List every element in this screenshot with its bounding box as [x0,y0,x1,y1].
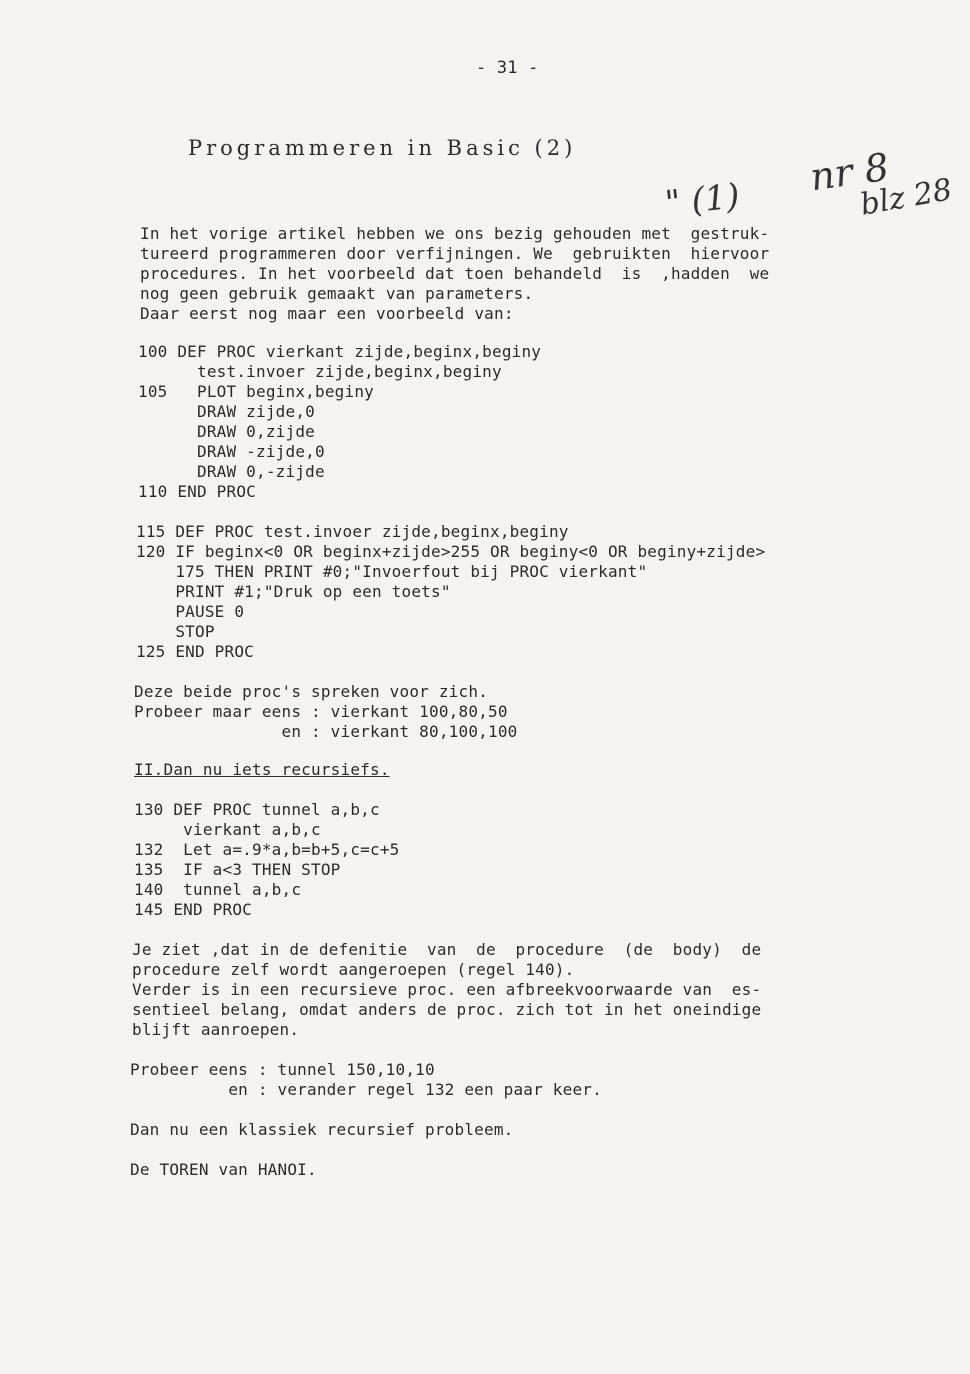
text-line: en : vierkant 80,100,100 [134,722,518,741]
code-line: DRAW -zijde,0 [138,442,325,461]
intro-line: In het vorige artikel hebben we ons bezig gehouden met gestruk- [140,224,770,243]
code-line: 130 DEF PROC tunnel a,b,c [134,800,380,819]
text-line: Deze beide proc's spreken voor zich. [134,682,488,701]
code-line: 105 PLOT beginx,beginy [138,382,374,401]
code-line: PAUSE 0 [136,602,245,621]
text-line: Dan nu een klassiek recursief probleem. [130,1120,514,1139]
code-line: 135 IF a<3 THEN STOP [134,860,341,879]
page-number: - 31 - [476,58,539,78]
text-line: blijft aanroepen. [132,1020,300,1039]
code-line: 125 END PROC [136,642,254,661]
code-line: 140 tunnel a,b,c [134,880,302,899]
page-title: Programmeren in Basic (2) [188,136,577,160]
code-line: 175 THEN PRINT #0;"Invoerfout bij PROC vierkant" [136,562,648,581]
intro-line: tureerd programmeren door verfijningen. We gebruikten hiervoor [140,244,770,263]
code-line: 120 IF beginx<0 OR beginx+zijde>255 OR beginy<0 OR beginy+zijde> [136,542,766,561]
code-line: STOP [136,622,215,641]
code-line: 145 END PROC [134,900,252,919]
code-line: vierkant a,b,c [134,820,321,839]
code-line: 115 DEF PROC test.invoer zijde,beginx,beginy [136,522,569,541]
section-heading: II.Dan nu iets recursiefs. [134,760,390,779]
code-line: DRAW 0,-zijde [138,462,325,481]
text-line: Probeer maar eens : vierkant 100,80,50 [134,702,508,721]
code-line: test.invoer zijde,beginx,beginy [138,362,502,381]
code-line: 100 DEF PROC vierkant zijde,beginx,beginy [138,342,542,361]
intro-line: Daar eerst nog maar een voorbeeld van: [140,304,514,323]
code-line: 110 END PROC [138,482,256,501]
text-line: Je ziet ,dat in de defenitie van de procedure (de body) de [132,940,762,959]
code-line: DRAW zijde,0 [138,402,315,421]
intro-line: procedures. In het voorbeeld dat toen behandeld is ,hadden we [140,264,770,283]
code-line: DRAW 0,zijde [138,422,315,441]
text-line: procedure zelf wordt aangeroepen (regel 140). [132,960,575,979]
code-line: PRINT #1;"Druk op een toets" [136,582,451,601]
handwritten-note-top: nr 8 [807,144,892,200]
text-line: Verder is in een recursieve proc. een afbreekvoorwaarde van es- [132,980,762,999]
text-line: De TOREN van HANOI. [130,1160,317,1179]
text-line: Probeer eens : tunnel 150,10,10 [130,1060,435,1079]
code-line: 132 Let a=.9*a,b=b+5,c=c+5 [134,840,400,859]
text-line: en : verander regel 132 een paar keer. [130,1080,602,1099]
handwritten-note-middle: " (1) [663,176,742,224]
intro-line: nog geen gebruik gemaakt van parameters. [140,284,534,303]
handwritten-note-right: blz 28 [857,172,955,223]
text-line: sentieel belang, omdat anders de proc. zich tot in het oneindige [132,1000,762,1019]
